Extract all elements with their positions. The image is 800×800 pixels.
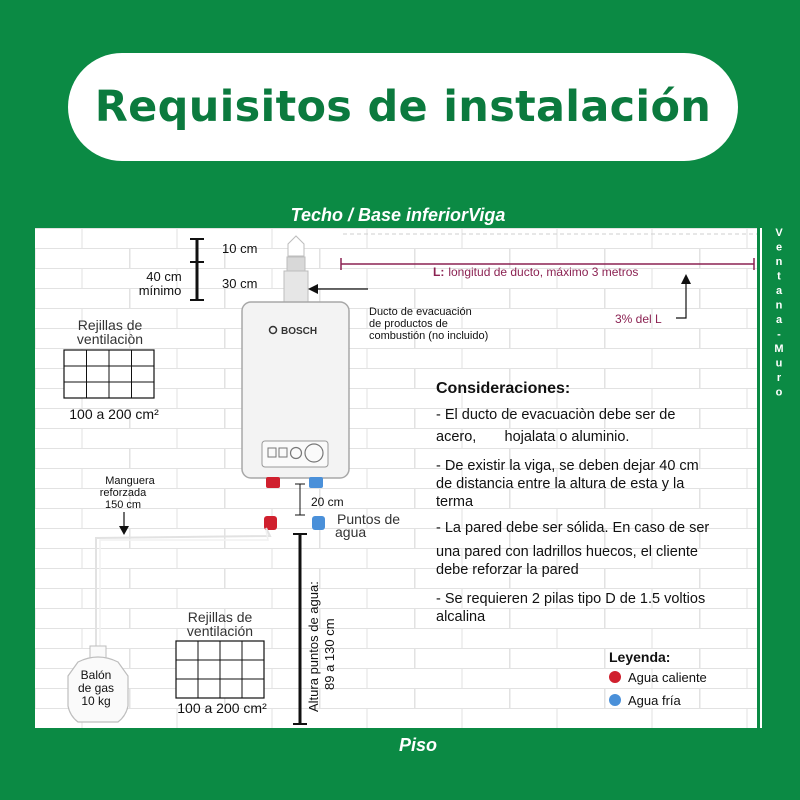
floor-label: Piso (398, 735, 438, 755)
hose-label1: Manguera (105, 475, 155, 487)
dim-40cm: 40 cm (146, 269, 182, 284)
brand-label: BOSCH (281, 326, 318, 337)
vent-bottom-label2: ventilación (186, 623, 254, 639)
ceiling-label: Techo / Base inferiorViga (290, 205, 506, 225)
duct-length-prefix: L: (433, 265, 445, 279)
legend-item-label: Agua caliente (628, 670, 707, 685)
gas-label1: Balón (80, 668, 112, 682)
dim-minimum: mínimo (138, 283, 182, 298)
hot-water-outlet (266, 477, 280, 488)
page-title: Requisitos de instalación (94, 82, 712, 132)
water-points-line1: Puntos de (337, 511, 401, 527)
consideration-line: - La pared debe ser sólida. En caso de ser (436, 520, 710, 536)
vent-top-label2: ventilaciòn (76, 331, 144, 347)
dim-20cm: 20 cm (311, 495, 344, 509)
considerations-heading: Consideraciones: (436, 380, 571, 397)
duct-note-line3: combustión (no incluido) (369, 330, 489, 342)
duct-note-line1: Ducto de evacuación (369, 306, 472, 318)
vent-top-size: 100 a 200 cm² (69, 406, 159, 422)
hose-label2: reforzada (99, 487, 147, 499)
water-points-line2: agua (335, 524, 367, 540)
legend-title: Leyenda: (609, 649, 671, 665)
consideration-line: - El ducto de evacuaciòn debe ser de (436, 407, 676, 423)
hot-water-dot-icon (609, 671, 621, 683)
consideration-line: debe reforzar la pared (436, 562, 579, 578)
window-wall-label: V e n t a n a -M u r o (774, 227, 784, 399)
gas-label2: de gas (77, 681, 115, 695)
cold-water-dot-icon (609, 694, 621, 706)
consideration-line: alcalina (436, 609, 486, 625)
svg-text:L:longitud de ducto, máximo 3 (433, 265, 638, 279)
hot-water-point (264, 516, 277, 530)
legend-item-label: Agua fría (628, 693, 681, 708)
consideration-line: una pared con ladrillos huecos, el cliente (436, 544, 698, 560)
duct-note-line2: de productos de (369, 318, 448, 330)
vent-bottom-label1: Rejillas de (187, 609, 253, 625)
height-label-line1: Altura puntos de agua: (306, 581, 321, 712)
hose-label3: 150 cm (104, 499, 142, 511)
vent-bottom-size: 100 a 200 cm² (177, 700, 267, 716)
exhaust-duct (284, 236, 308, 303)
height-label-line2: 89 a 130 cm (322, 618, 337, 690)
cold-water-inlet (309, 477, 323, 488)
duct-length-label: longitud de ducto, máximo 3 metros (448, 265, 639, 279)
vent-top-label1: Rejillas de (77, 317, 143, 333)
dim-30cm: 30 cm (222, 276, 258, 291)
consideration-line: de distancia entre la altura de esta y la (436, 476, 685, 492)
consideration-line: - De existir la viga, se deben dejar 40 cm (436, 458, 699, 474)
cold-water-point (312, 516, 325, 530)
consideration-line: - Se requieren 2 pilas tipo D de 1.5 voltios (436, 591, 706, 607)
consideration-line: acero, hojalata o aluminio. (436, 429, 630, 445)
water-heater (242, 302, 349, 478)
slope-label: 3% del L (615, 312, 662, 326)
consideration-line: terma (436, 494, 474, 510)
gas-label3: 10 kg (81, 694, 111, 708)
dim-10cm: 10 cm (222, 241, 258, 256)
